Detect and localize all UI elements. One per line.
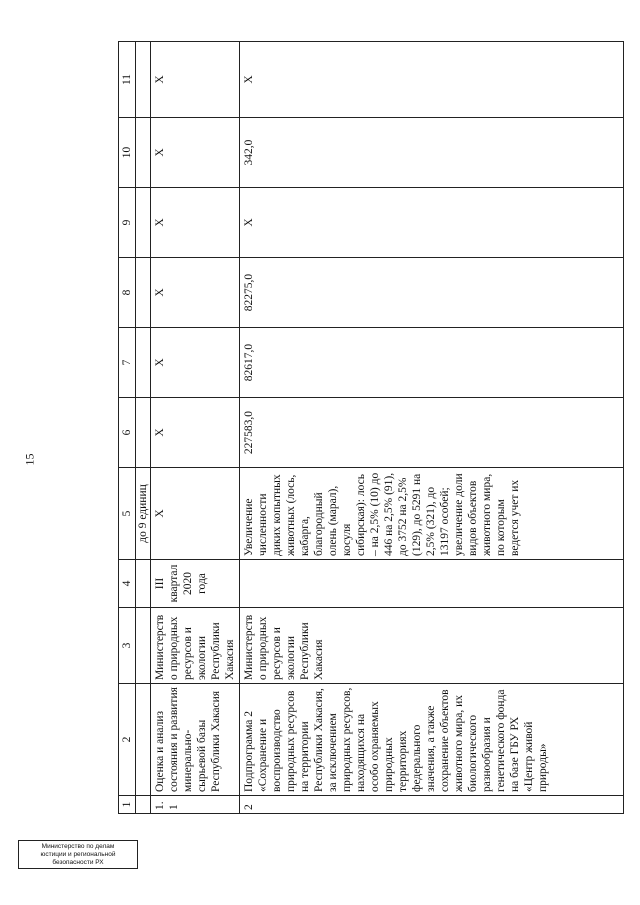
header-cell: 7 bbox=[119, 328, 136, 398]
table-cell bbox=[136, 796, 151, 814]
table-cell bbox=[136, 560, 151, 608]
header-cell: 4 bbox=[119, 560, 136, 608]
value-cell: 82275,0 bbox=[240, 258, 624, 328]
header-cell: 5 bbox=[119, 468, 136, 560]
value-cell: 82617,0 bbox=[240, 328, 624, 398]
table-cell bbox=[136, 608, 151, 684]
table-row bbox=[240, 42, 624, 814]
row-number-cell: 2 bbox=[240, 796, 624, 814]
header-cell: 2 bbox=[119, 684, 136, 796]
table-cell bbox=[136, 398, 151, 468]
table-cell bbox=[136, 684, 151, 796]
rotated-table-container bbox=[118, 42, 624, 814]
table-cell bbox=[136, 42, 151, 118]
row-number-cell: 1.1 bbox=[151, 796, 240, 814]
responsible-cell: Министерство природных ресурсов и экологии Республики Хакасия bbox=[240, 608, 624, 684]
header-cell: 8 bbox=[119, 258, 136, 328]
header-cell: 9 bbox=[119, 188, 136, 258]
stamp-line: юстиции и региональной bbox=[40, 850, 116, 858]
event-name-cell: Подпрограмма 2 «Сохранение и воспроизводство природных ресурсов на территории Республики Хакасия, за исключением природных ресурсов, находящихся на особо охраняемых природных территориях федерального значения, а также сохранение объектов животного мира, их биологического разнообразия и генетического фонда на базе ГБУ РХ «Центр живой природы» bbox=[240, 684, 624, 796]
deadline-cell bbox=[240, 560, 624, 608]
value-cell: 227583,0 bbox=[240, 398, 624, 468]
header-row bbox=[119, 42, 136, 814]
table-cell bbox=[136, 118, 151, 188]
event-name-cell: Оценка и анализ состояния и развития минерально-сырьевой базы Республики Хакасия bbox=[151, 684, 240, 796]
value-cell: X bbox=[151, 258, 240, 328]
header-cell: 6 bbox=[119, 398, 136, 468]
stamp-line: безопасности РХ bbox=[52, 858, 104, 866]
header-cell: 3 bbox=[119, 608, 136, 684]
span-text-cell: до 9 единиц bbox=[136, 468, 151, 560]
value-cell: X bbox=[151, 398, 240, 468]
value-cell: X bbox=[151, 188, 240, 258]
result-cell: X bbox=[151, 468, 240, 560]
deadline-cell: III квартал 2020 года bbox=[151, 560, 240, 608]
value-cell: 342,0 bbox=[240, 118, 624, 188]
table-cell bbox=[136, 328, 151, 398]
value-cell: X bbox=[151, 42, 240, 118]
table-cell bbox=[136, 258, 151, 328]
result-cell: Увеличение численности диких копытных животных (лось, кабарга, благородный олень (марал), косуля сибирская): лось – на 2,5% (10) до 446 на 2,5% (91), до 3752 на 2,5% (129), до 5291 на 2,5% (321), до 13197 особей; увеличение доли видов объектов животного мира, по которым ведется учет их bbox=[240, 468, 624, 560]
table-row bbox=[151, 42, 240, 814]
value-cell: X bbox=[240, 188, 624, 258]
header-cell: 1 bbox=[119, 796, 136, 814]
program-table bbox=[118, 41, 624, 814]
stamp-line: Министерство по делам bbox=[41, 843, 115, 850]
table-cell bbox=[136, 188, 151, 258]
page-number: 15 bbox=[22, 453, 37, 466]
responsible-cell: Министерство природных ресурсов и экологии Республики Хакасия bbox=[151, 608, 240, 684]
value-cell: X bbox=[240, 42, 624, 118]
ministry-stamp bbox=[18, 840, 138, 869]
value-cell: X bbox=[151, 328, 240, 398]
header-cell: 11 bbox=[119, 42, 136, 118]
span-row bbox=[136, 42, 151, 814]
value-cell: X bbox=[151, 118, 240, 188]
header-cell: 10 bbox=[119, 118, 136, 188]
